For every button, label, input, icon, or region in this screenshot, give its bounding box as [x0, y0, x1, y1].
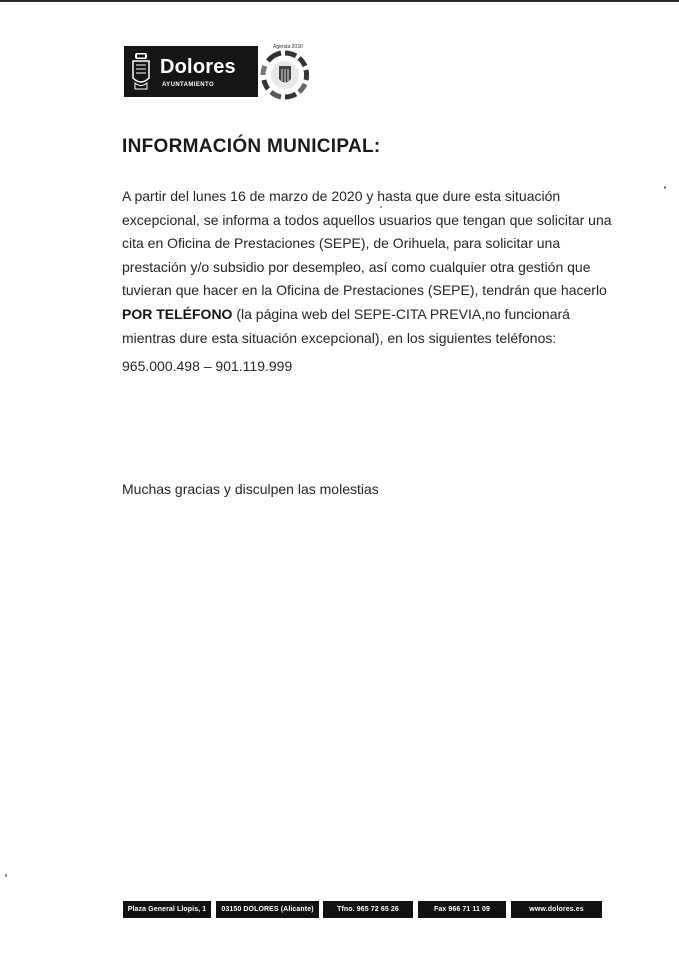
agenda-label: Agenda 2030 [273, 44, 303, 50]
body-text-part2: (la página web del SEPE-CITA PREVIA,no funcionará mientras dure esta situación excepcional), en los siguientes teléfonos: [122, 305, 570, 346]
footer-city: 03150 DOLORES (Alicante) [216, 901, 319, 918]
agenda-2030-icon [259, 46, 311, 100]
logo-subtitle: AYUNTAMIENTO [162, 82, 215, 88]
page-title: INFORMACIÓN MUNICIPAL: [122, 136, 381, 157]
scan-speck [5, 874, 7, 877]
dolores-logo [124, 46, 258, 97]
footer-phone: Tfno. 965 72 65 26 [323, 901, 413, 918]
scan-speck [380, 206, 382, 208]
footer-web: www.dolores.es [511, 901, 602, 918]
body-text-bold: POR TELÉFONO [122, 305, 233, 322]
closing-text: Muchas gracias y disculpen las molestias [122, 481, 379, 497]
scan-top-edge [0, 0, 679, 2]
scan-speck [664, 186, 666, 189]
body-paragraph [122, 185, 622, 350]
footer-fax: Fax 966 71 11 09 [418, 901, 506, 918]
coat-of-arms-icon [131, 52, 151, 91]
logo-name: Dolores [160, 56, 236, 78]
body-text-part1: A partir del lunes 16 de marzo de 2020 y hasta que dure esta situación excepcional, se informa a todos aquellos usuarios que tengan que solicitar una cita en Oficina de Prestaciones (SEPE), de Orihuela, para solicitar una prestación y/o subsidio por desempleo, así como cualquier otra gestión que tuvieran que hacer en la Oficina de Prestaciones (SEPE), tendrán que hacerlo [122, 188, 612, 299]
phone-numbers: 965.000.498 – 901.119.999 [122, 358, 293, 374]
footer-address: Plaza General Llopis, 1 [123, 901, 211, 918]
